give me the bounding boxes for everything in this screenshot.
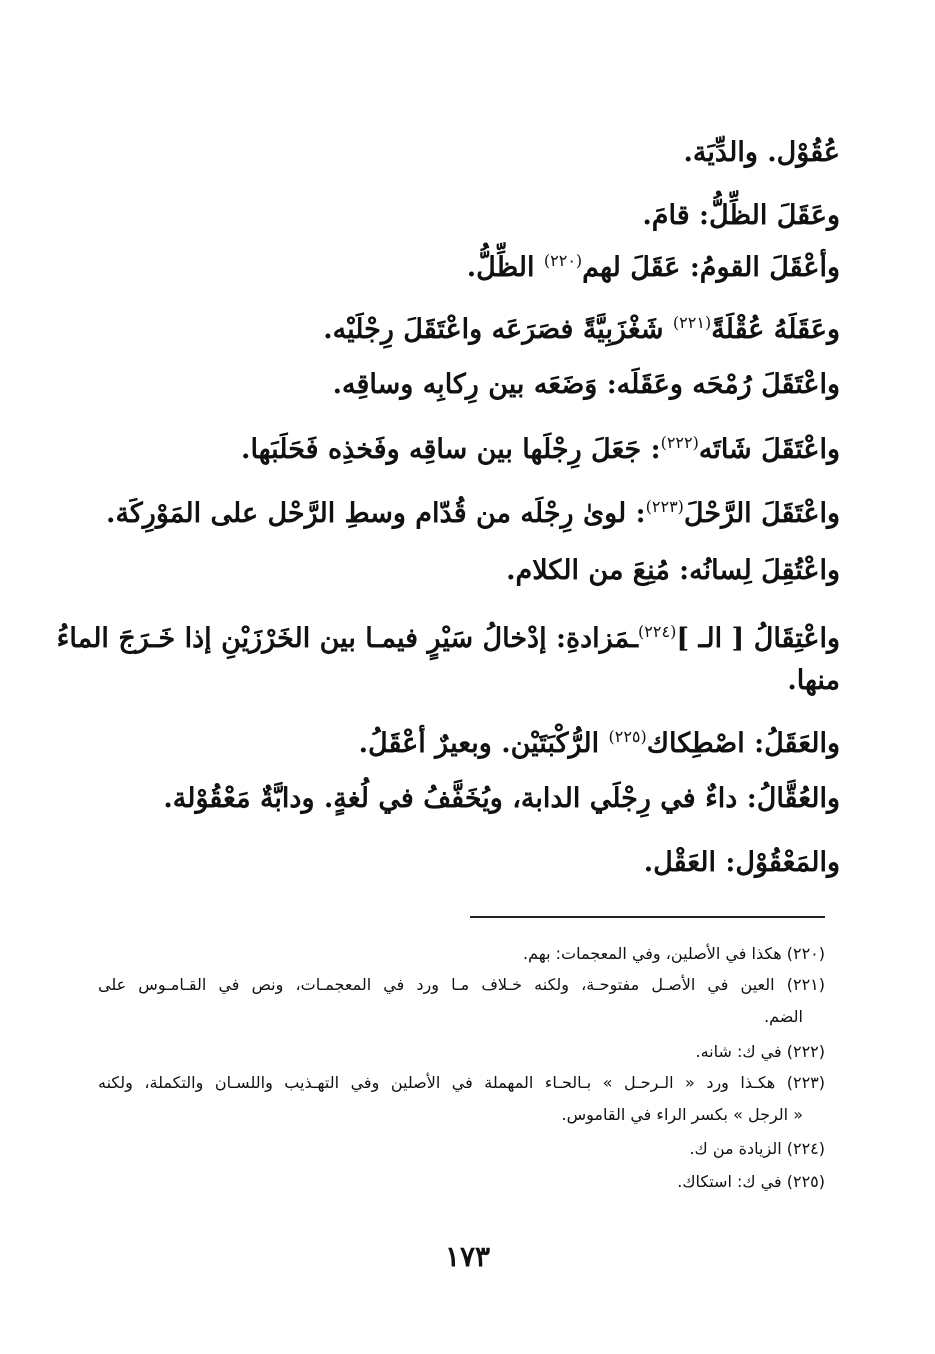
- line-text: الرُّكْبَتَيْن. وبعيرٌ أعْقَلُ.: [358, 728, 609, 759]
- footnote-ref: (٢٢٤): [638, 622, 677, 641]
- main-text-line: [95, 303, 840, 350]
- line-text: واعْتَقَلَ الرَّحْلَ: [683, 498, 840, 529]
- footnote-separator: [470, 916, 825, 918]
- footnote-continuation: « الرجل » بكسر الراء في القاموس.: [561, 1105, 803, 1124]
- line-text: والعَقَلُ: اصْطِكاك: [646, 728, 840, 759]
- footnote-ref: (٢٢٠): [543, 251, 583, 270]
- footnote: (٢٢٣) هكـذا ورد « الـرحـل » بـالحـاء المهملة في الأصلين وفي التهـذيب واللسـان والتكملة، ولكنه: [98, 1073, 825, 1092]
- line-text: واعْتِقَالُ [ الـ ]: [676, 623, 840, 654]
- footnote-ref: (٢٢١): [672, 313, 712, 332]
- main-text-line: [95, 423, 840, 470]
- footnote: (٢٢٢) في ك: شانه.: [695, 1042, 825, 1061]
- line-text: واعْتَقَلَ شَاتَه: [698, 434, 840, 465]
- footnote-ref: (٢٢٢): [660, 433, 699, 452]
- main-text-line: والمَعْقُوْل: العَقْل.: [643, 847, 840, 878]
- main-text-line: منها.: [787, 665, 840, 696]
- footnote: (٢٢٥) في ك: استكاك.: [677, 1172, 825, 1191]
- footnote: (٢٢٠) هكذا في الأصلين، وفي المعجمات: بهم.: [523, 944, 825, 963]
- line-text: الظِّلُّ.: [466, 252, 544, 283]
- main-text-line: وعَقَلَ الظِّلُّ: قامَ.: [642, 200, 840, 231]
- footnote: (٢٢٤) الزيادة من ك.: [689, 1139, 825, 1158]
- main-text-line: [95, 241, 840, 288]
- line-text: وأعْقَلَ القومُ: عَقَلَ لهم: [582, 252, 840, 283]
- line-text: وعَقَلَهُ عُقْلَةً: [711, 314, 840, 345]
- main-text-line: [95, 487, 840, 534]
- main-text-line: والعُقَّالُ: داءٌ في رِجْلَي الدابة، ويُخَفَّفُ في لُغةٍ. ودابَّةٌ مَعْقُوْلة.: [163, 783, 840, 814]
- footnote-ref: (٢٢٣): [645, 497, 684, 516]
- page-number: ١٧٣: [444, 1240, 491, 1273]
- footnote-continuation: الضم.: [764, 1007, 803, 1026]
- line-text: : جَعَلَ رِجْلَها بين ساقِه وفَخذِه فَحَلَبَها.: [241, 434, 661, 465]
- line-text: ـمَزادةِ: إدْخالُ سَيْرٍ فيمـا بين الخَرْزَيْنِ إذا خَـرَجَ الماءُ: [56, 623, 639, 654]
- main-text-line: [95, 717, 840, 764]
- main-text-line: [56, 612, 840, 659]
- footnote: (٢٢١) العين في الأصـل مفتوحـة، ولكنه خـلاف مـا ورد في المعجمـات، ونص في القـامـوس على: [98, 975, 825, 994]
- main-text-line: واعْتَقَلَ رُمْحَه وعَقَلَه: وَضَعَه بين رِكابِه وساقِه.: [332, 369, 840, 400]
- footnote-ref: (٢٢٥): [608, 727, 647, 746]
- main-text-line: واعْتُقِلَ لِسانُه: مُنِعَ من الكلام.: [506, 555, 840, 586]
- line-text: شَغْزَبِيَّةً فصَرَعَه واعْتَقَلَ رِجْلَيْه.: [323, 314, 673, 345]
- line-text: : لوىٰ رِجْلَه من قُدّام وسطِ الرَّحْل على المَوْرِكَة.: [106, 498, 646, 529]
- main-text-line: عُقُوْل. والدِّيَة.: [683, 137, 840, 168]
